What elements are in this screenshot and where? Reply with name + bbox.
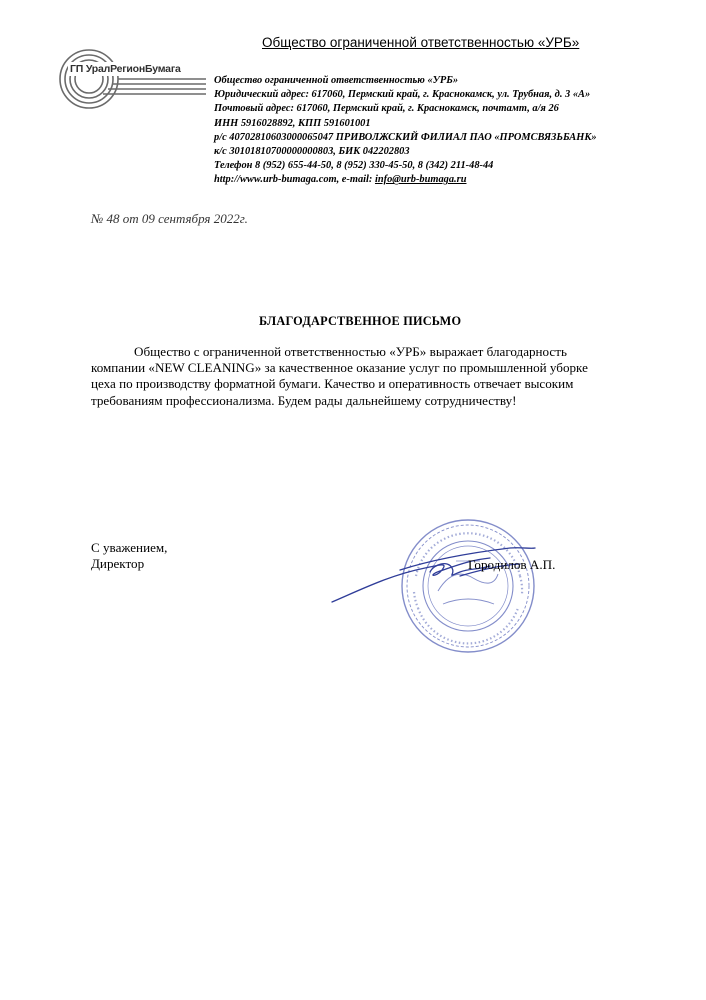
signer-name: Городилов А.П.: [468, 557, 556, 572]
detail-line-phone: Телефон 8 (952) 655-44-50, 8 (952) 330-45-50, 8 (342) 211-48-44: [214, 160, 494, 172]
logo-text: ГП УралРегионБумага: [70, 63, 181, 75]
email-link[interactable]: info@urb-bumaga.ru: [374, 174, 467, 186]
detail-line-corr-account: к/с 30101810700000000803, БИК 042202803: [214, 145, 410, 157]
web-address: http://www.urb-bumaga.com, e-mail:: [214, 174, 375, 186]
company-details: [214, 74, 597, 188]
body-line: компании «NEW CLEANING» за качественное оказание услуг по промышленной уборке: [91, 360, 588, 376]
detail-line-company: Общество ограниченной ответственностью «УРБ»: [214, 75, 459, 86]
body-line: требованиям профессионализма. Будем рады дальнейшему сотрудничеству!: [91, 392, 517, 408]
detail-line-inn: ИНН 5916028892, КПП 591601001: [214, 117, 371, 129]
body-line: цеха по производству форматной бумаги. Качество и оперативность отвечает высоким: [91, 376, 574, 392]
body-line: Общество с ограниченной ответственностью «УРБ» выражает благодарность: [134, 344, 567, 359]
signer-position: Директор: [91, 556, 145, 572]
detail-line-legal-address: Юридический адрес: 617060, Пермский край, г. Краснокамск, ул. Трубная, д. 3 «А»: [214, 89, 591, 101]
closing-block: [91, 540, 167, 572]
letter-body: [91, 344, 603, 409]
letter-heading: БЛАГОДАРСТВЕННОЕ ПИСЬМО: [259, 314, 462, 328]
closing-salutation: С уважением,: [91, 540, 168, 555]
document-reference: № 48 от 09 сентября 2022г.: [91, 211, 248, 226]
detail-line-web: [214, 173, 597, 187]
logo-arcs-icon: [56, 46, 208, 112]
signature: [330, 540, 545, 610]
company-logo: [56, 46, 208, 112]
detail-line-postal-address: Почтовый адрес: 617060, Пермский край, г. Краснокамск, почтамт, а/я 26: [214, 103, 559, 115]
company-title: Общество ограниченной ответственностью «УРБ»: [262, 35, 580, 50]
detail-line-account: р/с 40702810603000065047 ПРИВОЛЖСКИЙ ФИЛИАЛ ПАО «ПРОМСВЯЗЬБАНК»: [214, 131, 597, 143]
